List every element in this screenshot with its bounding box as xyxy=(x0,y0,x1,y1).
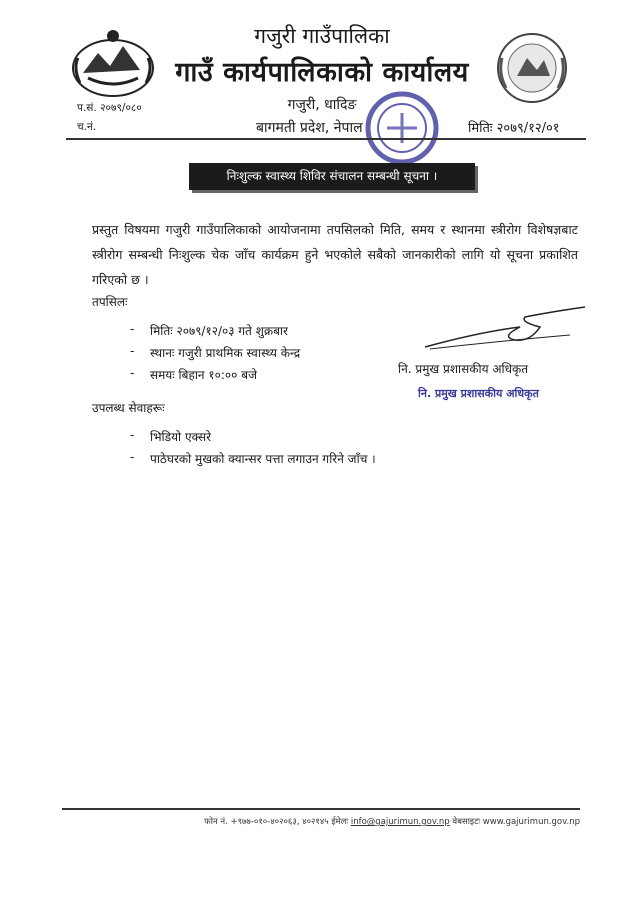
footer-contact xyxy=(62,816,580,827)
list-item: - स्थानः गजुरी प्राथमिक स्वास्थ्य केन्द्र xyxy=(130,344,300,366)
list-item: - पाठेघरको मुखको क्यान्सर पत्ता लगाउन गरिने जाँच । xyxy=(130,450,376,472)
dispatch-number: च.नं. xyxy=(77,121,97,133)
org-name: गजुरी गाउँपालिका xyxy=(254,24,390,48)
address: गजुरी, धादिङ xyxy=(287,97,357,113)
email-link[interactable]: info@gajurimun.gov.np xyxy=(350,817,450,827)
province: बागमती प्रदेश, नेपाल xyxy=(256,120,363,136)
website-label: वेबसाइटः xyxy=(452,817,481,827)
services-list xyxy=(130,428,376,472)
office-stamp xyxy=(362,88,442,168)
details-list xyxy=(130,322,300,388)
header-divider xyxy=(66,138,586,140)
subject-title: निःशुल्क स्वास्थ्य शिविर संचालन सम्बन्धी सूचना । xyxy=(189,163,475,190)
list-item: - समयः बिहान १०:०० बजे xyxy=(130,366,300,388)
website-link[interactable]: www.gajurimun.gov.np xyxy=(482,817,580,827)
list-item: - मितिः २०७९/१२/०३ गते शुक्रबार xyxy=(130,322,300,344)
signature xyxy=(420,302,590,352)
phone-text: फोन नं. +९७७-०१०-४०२०६३, ४०२१४५ ईमेलः xyxy=(204,817,349,827)
details-heading: तपसिलः xyxy=(92,295,128,309)
office-name: गाउँ कार्यपालिकाको कार्यालय xyxy=(175,57,469,88)
reference-number: प.सं. २०७९/०८० xyxy=(77,102,142,114)
footer-divider xyxy=(62,808,580,810)
services-heading: उपलब्ध सेवाहरूः xyxy=(92,401,165,415)
body-paragraph: प्रस्तुत विषयमा गजुरी गाउँपालिकाको आयोजनामा तपसिलको मिति, समय र स्थानमा स्त्रीरोग विशेषज्ञबाट स्त्रीरोग सम्बन्धी निःशुल्क चेक जाँच कार्यक्रम हुने भएकोले सबैको जानकारीको लागि यो सूचना प्रकाशित गरिएको छ । xyxy=(92,222,578,287)
list-item: - भिडियो एक्सरे xyxy=(130,428,376,450)
signer-title: नि. प्रमुख प्रशासकीय अधिकृत xyxy=(398,362,529,376)
signer-stamp: नि. प्रमुख प्रशासकीय अधिकृत xyxy=(418,387,539,400)
date: मितिः २०७९/१२/०१ xyxy=(468,121,560,136)
